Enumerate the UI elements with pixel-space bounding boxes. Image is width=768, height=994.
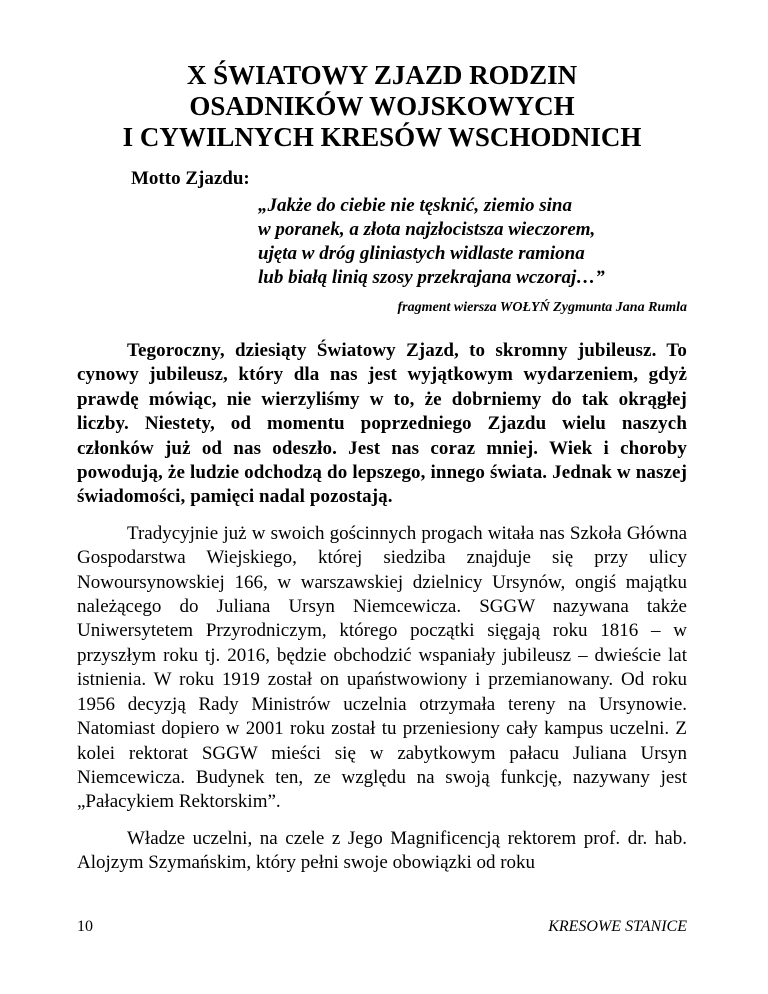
body-paragraph-2: Władze uczelni, na czele z Jego Magnificencją rektorem prof. dr. hab. Alojzym Szymańskim, który pełni swoje obowiązki od roku <box>77 827 687 874</box>
page-number: 10 <box>77 918 93 935</box>
motto-label: Motto Zjazdu: <box>131 168 250 189</box>
title-line-1: X ŚWIATOWY ZJAZD RODZIN <box>186 60 578 90</box>
poem-attribution: fragment wiersza WOŁYŃ Zygmunta Jana Rumla <box>397 300 687 315</box>
poem-line-2: w poranek, a złota najzłocistsza wieczorem, <box>258 219 596 240</box>
running-title: KRESOWE STANICE <box>548 918 687 935</box>
motto-poem <box>258 194 687 290</box>
poem-line-1: „Jakże do ciebie nie tęsknić, ziemio sina <box>258 195 573 216</box>
title-line-2: OSADNIKÓW WOJSKOWYCH <box>189 91 575 121</box>
lead-paragraph: Tegoroczny, dziesiąty Światowy Zjazd, to skromny jubileusz. To cynowy jubileusz, który dla nas jest wyjątkowym wydarzeniem, gdyż prawdę mówiąc, nie wierzyliśmy w to, że dobrniemy do tak okrągłej liczby. Niestety, od momentu poprzedniego Zjazdu wielu naszych członków już od nas odeszło. Jest nas coraz mniej. Wiek i choroby powodują, że ludzie odchodzą do lepszego, innego świata. Jednak w naszej świadomości, pamięci nadal pozostają. <box>77 340 687 508</box>
article-title <box>77 60 687 153</box>
poem-line-4: lub białą linią szosy przekrajana wczoraj…” <box>258 267 605 288</box>
title-line-3: I CYWILNYCH KRESÓW WSCHODNICH <box>122 122 642 152</box>
document-page <box>77 60 687 876</box>
poem-line-3: ujęta w dróg gliniastych widlaste ramiona <box>258 243 585 264</box>
body-paragraph-1: Tradycyjnie już w swoich gościnnych progach witała nas Szkoła Główna Gospodarstwa Wiejskiego, której siedziba znajduje się przy ulicy Nowoursynowskiej 166, w warszawskiej dzielnicy Ursynów, ongiś majątku należącego do Juliana Ursyn Niemcewicza. SGGW nazywana także Uniwersytetem Przyrodniczym, którego początki sięgają roku 1816 – w przyszłym roku tj. 2016, będzie obchodzić wspaniały jubileusz – dwieście lat istnienia. W roku 1919 został on upaństwowiony i przemianowany. Od roku 1956 decyzją Rady Ministrów uczelnia otrzymała tereny na Ursynowie. Natomiast dopiero w 2001 roku został tu przeniesiony cały kampus uczelni. Z kolei rektorat SGGW mieści się w zabytkowym pałacu Juliana Ursyn Niemcewicza. Budynek ten, ze względu na swoją funkcję, nazywany jest „Pałacykiem Rektorskim”. <box>77 522 687 813</box>
